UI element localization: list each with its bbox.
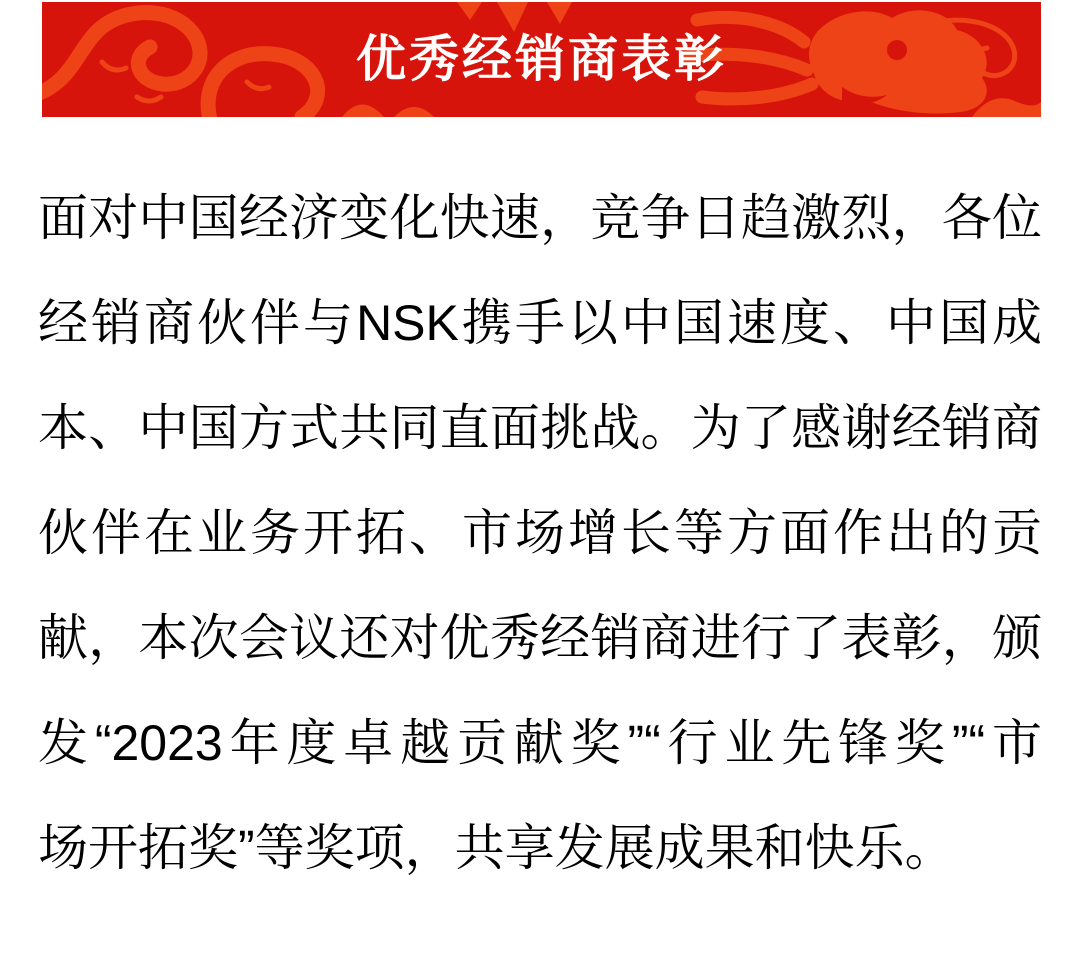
banner-title: 优秀经销商表彰 — [356, 31, 727, 87]
paragraph-line: 献，本次会议还对优秀经销商进行了表彰，颁 — [38, 610, 1042, 666]
paragraph-line: 场开拓奖”等奖项，共享发展成果和快乐。 — [38, 820, 955, 876]
paragraph-line: 本、中国方式共同直面挑战。为了感谢经销商 — [38, 400, 1042, 456]
paragraph-line: 伙伴在业务开拓、市场增长等方面作出的贡 — [38, 505, 1042, 561]
paragraph-line: 经销商伙伴与NSK携手以中国速度、中国成 — [38, 295, 1042, 351]
banner — [42, 2, 1041, 117]
paragraph-line: 面对中国经济变化快速，竞争日趋激烈，各位 — [38, 190, 1042, 246]
paragraph-line: 发“2023年度卓越贡献奖”“行业先锋奖”“市 — [38, 715, 1042, 771]
article-body — [38, 166, 1042, 901]
